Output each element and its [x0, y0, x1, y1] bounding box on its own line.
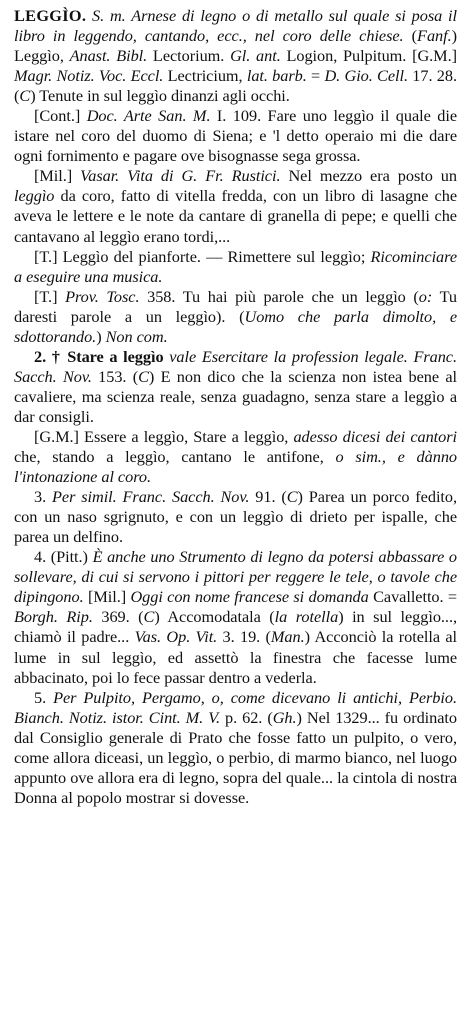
italic-text-run: C [143, 607, 155, 627]
entry-paragraph [14, 287, 457, 347]
italic-text-run: D. Gio. Cell. [324, 66, 409, 86]
entry-paragraph [14, 6, 457, 106]
italic-text-run: C [138, 366, 149, 386]
text-run: ) [96, 326, 106, 346]
text-run: I. 109. Fare uno leggìo il quale die istare nel coro del duomo di Siena; e 'l detto operaio mi die dare ogni fornimento e pagare ove bisognasse sega grossa. [14, 106, 457, 166]
text-run: Lectricium, [163, 66, 247, 86]
text-run: [T.] [34, 286, 66, 306]
text-run: 91. ( [249, 487, 287, 507]
italic-text-run: Per simil. Franc. Sacch. Nov. [52, 487, 250, 507]
entry-paragraph [14, 688, 457, 808]
italic-text-run: È anche uno Strumento di legno da potersi abbassare o sollevare, di cui si servono i pittori per reggere le tele, o tavole che dipingono. [14, 547, 457, 607]
entry-paragraph [14, 547, 457, 687]
text-run: p. 62. ( [220, 707, 273, 727]
italic-text-run: Prov. Tosc. [65, 286, 140, 306]
text-run: 358. Tu hai più parole che un leggìo ( [139, 286, 419, 306]
text-run: ) Accomodatala ( [154, 607, 275, 627]
italic-text-run: C [19, 86, 31, 106]
dictionary-entry-leggio [14, 6, 457, 808]
text-run: ) E non dico che la scienza non istea bene al cavaliere, ma scienza reale, senza guadagno, senza stare a leggìo a dar consigli. [14, 366, 457, 426]
entry-paragraph [14, 106, 457, 166]
italic-text-run: o sim., e dànno l'intonazione al coro. [14, 447, 457, 487]
entry-paragraph [14, 166, 457, 246]
italic-text-run: la rotella [274, 607, 339, 627]
italic-text-run: lat. barb. [246, 66, 307, 86]
text-run: Logion, Pulpitum. [G.M.] [280, 46, 457, 66]
entry-paragraph [14, 487, 457, 547]
text-run: [Cont.] [34, 106, 87, 126]
italic-text-run: leggìo [14, 186, 55, 206]
text-run: [Mil.] [83, 587, 131, 607]
text-run: ) Acconciò la rotella al lume in sul leggìo, ed assettò la finestra che facesse lume abbacinato, poi lo fece passar dentro a vederla. [14, 627, 457, 687]
text-run: ) Leggìo, [14, 26, 457, 66]
text-run: 5. [34, 687, 54, 707]
text-run: ) Nel 1329... fu ordinato dal Consiglio generale di Prato che fosse fatto un pulpito, o vero, come allora diceasi, un leggìo, o perbio, di marmo bianco, nel luogo appunto ove allora era di legno, sopra del quale... la cintola di nostra Donna al popolo mostrar si dovesse. [14, 707, 457, 807]
text-run: ( [403, 26, 418, 46]
text-run: Cavalletto. = [368, 587, 458, 607]
text-run: Nel mezzo era posto un [280, 166, 457, 186]
text-run: 3. 19. ( [217, 627, 271, 647]
italic-text-run: Gl. ant. [230, 46, 281, 66]
italic-text-run: o: [418, 286, 433, 306]
entry-paragraph [14, 347, 457, 427]
italic-text-run: Borgh. Rip. [14, 607, 93, 627]
text-run: [G.M.] Essere a leggìo, Stare a leggìo, [34, 426, 294, 446]
italic-text-run: Oggi con nome francese si domanda [130, 587, 369, 607]
italic-text-run: Gh. [272, 707, 297, 727]
italic-text-run: Non com. [105, 326, 168, 346]
headword: LEGGÌO. [14, 6, 87, 25]
text-run: che, stando a leggìo, cantano le antifone, [14, 447, 336, 467]
text-run: 153. ( [91, 366, 139, 386]
text-run: Tu daresti parole a un leggìo). ( [14, 286, 457, 326]
italic-text-run: Per Pulpito, Pergamo, o, come dicevano li antichi, Perbio. Bianch. Notiz. istor. Cint. M. V. [14, 687, 457, 727]
italic-text-run: Vas. Op. Vit. [134, 627, 218, 647]
text-run: [T.] Leggìo del pianforte. — Rimettere sul leggìo; [34, 246, 371, 266]
text-run: 4. (Pitt.) [34, 547, 93, 567]
text-run: da coro, fatto di vitella fredda, con un libro di lasagne che aveva le lettere e le note da cantare di granella di pepe; e quelli che cantavano al leggìo erano tordi,... [14, 186, 457, 246]
italic-text-run: adesso dicesi dei cantori [293, 426, 457, 446]
italic-text-run: Ricominciare a eseguire una musica. [14, 246, 457, 286]
text-run: ) in sul leggìo..., chiamò il padre... [14, 607, 457, 647]
bold-text-run: 2. † Stare a leggìo [34, 346, 164, 366]
text-run: 17. 28. ( [14, 66, 457, 106]
italic-text-run: Vasar. Vita di G. Fr. Rustici. [80, 166, 281, 186]
italic-text-run: C [286, 487, 298, 507]
entry-paragraph [14, 427, 457, 487]
italic-text-run: Man. [270, 627, 305, 647]
entry-paragraph [14, 247, 457, 287]
italic-text-run: Anast. Bibl. [69, 46, 148, 66]
text-run: 369. ( [92, 607, 144, 627]
italic-text-run: Magr. Notiz. Voc. Eccl. [14, 66, 164, 86]
text-run: [Mil.] [34, 166, 81, 186]
text-run: = [306, 66, 325, 86]
italic-text-run: Fanf. [417, 26, 452, 46]
text-run: ) Parea un porco fedito, con un naso sgrignuto, e con un leggìo di drieto per ispalle, che parea un delfino. [14, 487, 458, 547]
text-run: ) Tenute in sul leggìo dinanzi agli occhi. [30, 86, 290, 106]
text-run: 3. [34, 487, 52, 507]
italic-text-run: vale Esercitare la profession legale. Franc. Sacch. Nov. [14, 346, 458, 386]
italic-text-run: Doc. Arte San. M. [86, 106, 211, 126]
text-run: Lectorium. [147, 46, 231, 66]
italic-text-run: S. m. Arnese di legno o di metallo sul quale si posa il libro in leggendo, cantando, ecc., nel coro delle chiese. [14, 6, 457, 46]
italic-text-run: Uomo che parla dimolto, e sdottorando. [14, 306, 458, 346]
